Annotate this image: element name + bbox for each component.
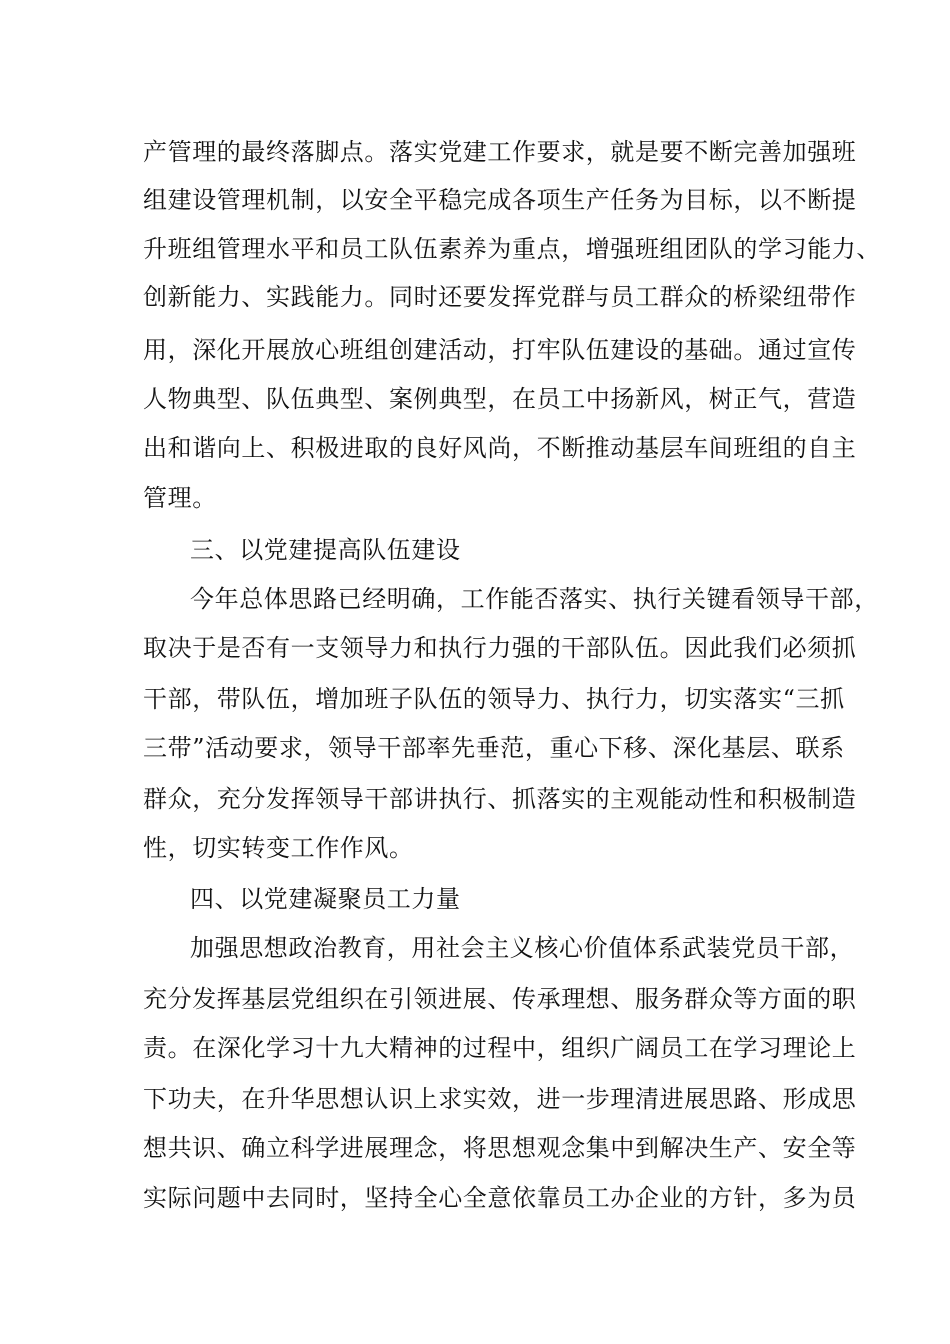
section-heading: 三、以党建提高队伍建设 [190, 536, 461, 564]
paragraph-line: 升班组管理水平和员工队伍素养为重点，增强班组团队的学习能力、 [143, 235, 881, 263]
paragraph-line: 组建设管理机制，以安全平稳完成各项生产任务为目标，以不断提 [143, 186, 857, 214]
paragraph-line: 性，切实转变工作作风。 [143, 834, 414, 862]
paragraph-line: 加强思想政治教育，用社会主义核心价值体系武装党员干部， [190, 934, 855, 962]
paragraph-line: 实际问题中去同时，坚持全心全意依靠员工办企业的方针，多为员 [143, 1184, 857, 1212]
paragraph-line: 干部，带队伍，增加班子队伍的领导力、执行力，切实落实“三抓 [143, 685, 845, 713]
paragraph-line: 取决于是否有一支领导力和执行力强的干部队伍。因此我们必须抓 [143, 634, 857, 662]
paragraph-line: 群众，充分发挥领导干部讲执行、抓落实的主观能动性和积极制造 [143, 785, 857, 813]
paragraph-line: 三带”活动要求，领导干部率先垂范，重心下移、深化基层、联系 [143, 734, 845, 762]
paragraph-line: 今年总体思路已经明确，工作能否落实、执行关键看领导干部， [190, 585, 879, 613]
section-heading: 四、以党建凝聚员工力量 [190, 885, 461, 913]
paragraph-line: 下功夫，在升华思想认识上求实效，进一步理清进展思路、形成思 [143, 1085, 857, 1113]
paragraph-line: 人物典型、队伍典型、案例典型，在员工中扬新风，树正气，营造 [143, 385, 857, 413]
paragraph-line: 想共识、确立科学进展理念，将思想观念集中到解决生产、安全等 [143, 1134, 857, 1162]
paragraph-line: 出和谐向上、积极进取的良好风尚，不断推动基层车间班组的自主 [143, 434, 857, 462]
paragraph-line: 产管理的最终落脚点。落实党建工作要求，就是要不断完善加强班 [143, 138, 857, 166]
paragraph-line: 用，深化开展放心班组创建活动，打牢队伍建设的基础。通过宣传 [143, 336, 857, 364]
paragraph-line: 创新能力、实践能力。同时还要发挥党群与员工群众的桥梁纽带作 [143, 283, 857, 311]
paragraph-line: 管理。 [143, 484, 217, 512]
paragraph-line: 责。在深化学习十九大精神的过程中，组织广阔员工在学习理论上 [143, 1034, 857, 1062]
paragraph-line: 充分发挥基层党组织在引领进展、传承理想、服务群众等方面的职 [143, 985, 857, 1013]
